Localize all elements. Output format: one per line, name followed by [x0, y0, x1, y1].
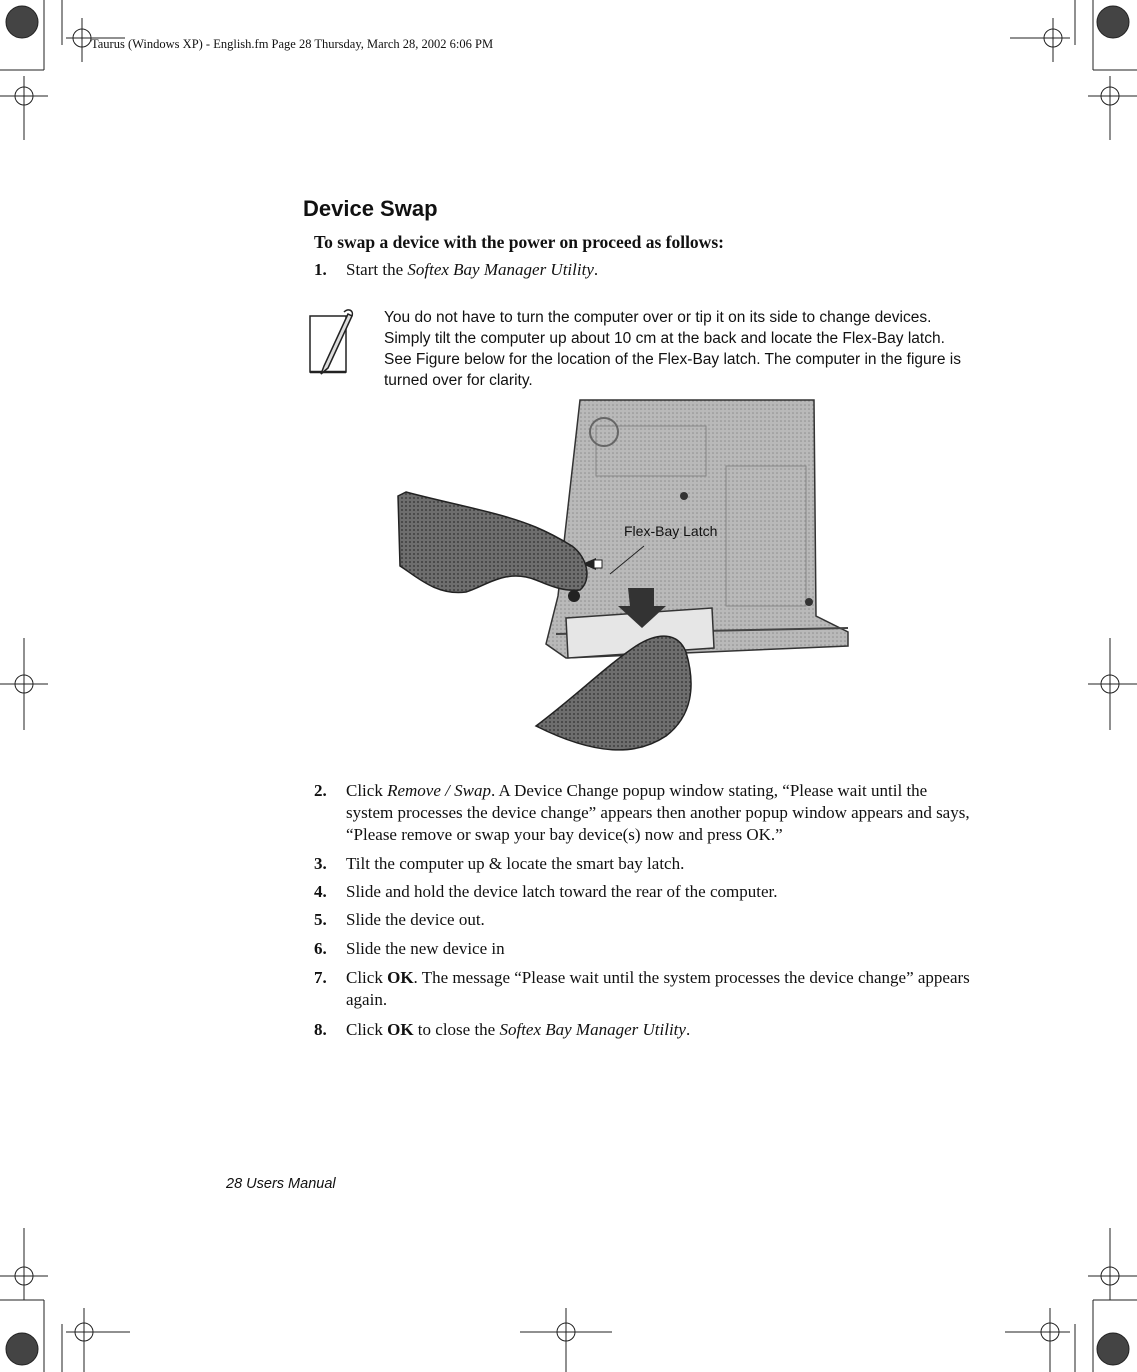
step-7: [314, 967, 974, 1011]
step-text: Slide the new device in: [346, 939, 505, 958]
step-text: Start the Softex Bay Manager Utility.: [346, 260, 599, 279]
step-text: Slide and hold the device latch toward the rear of the computer.: [346, 882, 778, 901]
step-8: [314, 1019, 974, 1041]
step-1: [314, 259, 974, 281]
section-title: Device Swap: [303, 196, 438, 221]
step-3: [314, 853, 974, 875]
header-file-info: Taurus (Windows XP) - English.fm Page 28 Thursday, March 28, 2002 6:06 PM: [91, 37, 494, 51]
step-text: Click Remove / Swap. A Device Change popup window stating, “Please wait until the system processes the device change” appears then another popup window appears and says, “Please remove or swap your bay device(s) now and press OK.”: [346, 781, 970, 844]
flex-bay-latch-label: Flex-Bay Latch: [624, 523, 718, 539]
step-number: 4.: [314, 882, 327, 901]
step-6: [314, 938, 974, 960]
step-number: 2.: [314, 781, 327, 800]
step-4: [314, 881, 974, 903]
step-5: [314, 909, 974, 931]
step-text: Tilt the computer up & locate the smart bay latch.: [346, 854, 685, 873]
step-number: 5.: [314, 910, 327, 929]
note-text: You do not have to turn the computer over or tip it on its side to change devices. Simply tilt the computer up about 10 cm at the back and locate the Flex-Bay latch. See Figure below for the location of the Flex-Bay latch. The computer in the figure is turned over for clarity.: [384, 309, 961, 389]
left-hand: [398, 492, 587, 593]
step-number: 3.: [314, 854, 327, 873]
page-footer: 28 Users Manual: [226, 1176, 336, 1192]
flex-bay-latch-figure: [396, 396, 866, 761]
note-pencil-icon: [308, 308, 360, 378]
step-number: 6.: [314, 939, 327, 958]
step-text: Slide the device out.: [346, 910, 485, 929]
step-number: 7.: [314, 968, 327, 987]
step-text: Click OK. The message “Please wait until the system processes the device change” appears again.: [346, 968, 970, 1009]
step-2: [314, 780, 974, 846]
step-number: 8.: [314, 1020, 327, 1039]
step-number: 1.: [314, 260, 327, 279]
section-lead: To swap a device with the power on proceed as follows:: [314, 232, 724, 252]
step-text: Click OK to close the Softex Bay Manager Utility.: [346, 1020, 691, 1039]
